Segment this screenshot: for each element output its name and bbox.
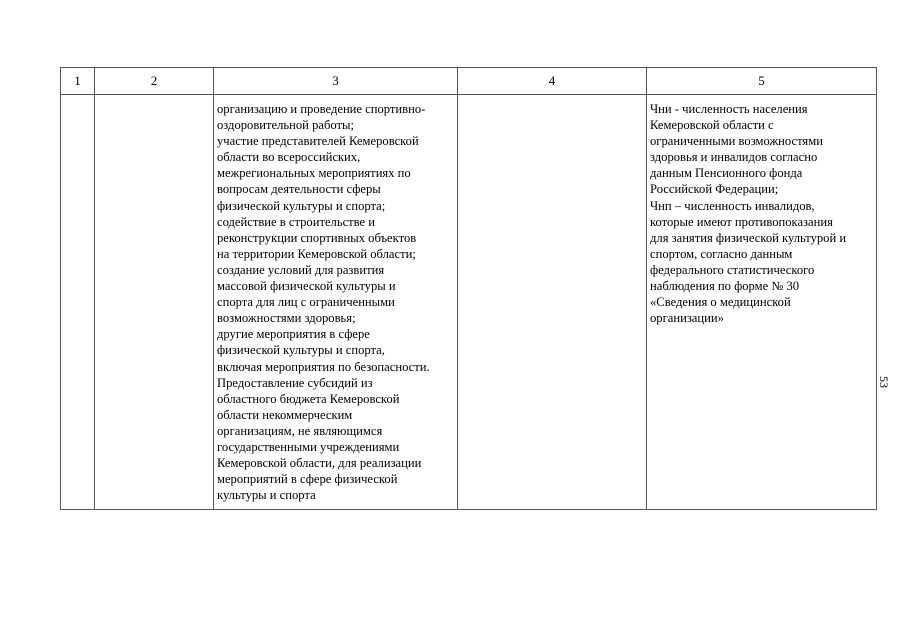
text-line: ограниченными возможностями [650,134,823,149]
text-line: массовой физической культуры и [217,279,396,294]
text-line: данным Пенсионного фонда [650,166,803,181]
text-line: наблюдения по форме № 30 [650,279,800,294]
text-line: создание условий для развития [217,262,385,277]
document-table [60,67,877,510]
text-line: Кемеровской области с [650,118,774,133]
text-line: Предоставление субсидий из [217,375,373,390]
text-line: другие мероприятия в сфере [217,327,370,342]
cell-col-4 [458,95,647,510]
text-line: для занятия физической культурой и [650,230,847,245]
column-header-3: 3 [214,68,458,95]
text-line: включая мероприятия по безопасности. [217,359,430,374]
text-line: мероприятий в сфере физической [217,472,398,487]
text-line: вопросам деятельности сферы [217,182,381,197]
text-line: областного бюджета Кемеровской [217,391,400,406]
text-line: организацию и проведение спортивно- [217,102,426,116]
text-line: физической культуры и спорта, [217,343,385,358]
text-line: которые имеют противопоказания [650,214,833,229]
text-line: возможностями здоровья; [217,311,356,326]
cell-col-3 [214,95,458,510]
text-line: физической культуры и спорта; [217,198,386,213]
text-line: культуры и спорта [217,488,316,503]
column-header-1: 1 [61,68,95,95]
text-line: области некоммерческим [217,407,353,422]
cell-col-1 [61,95,95,510]
text-line: «Сведения о медицинской [650,295,791,310]
text-line: Кемеровской области, для реализации [217,456,422,471]
text-line: содействие в строительстве и [217,214,376,229]
cell-col-5 [647,95,877,510]
text-line: Чни - численность населения [650,102,808,116]
text-line: реконструкции спортивных объектов [217,230,417,245]
table-header-row [61,68,877,95]
text-line: оздоровительной работы; [217,118,354,133]
column-header-4: 4 [458,68,647,95]
cell-col-2 [95,95,214,510]
column-header-5: 5 [647,68,877,95]
page-number: 53 [877,376,891,388]
text-line: межрегиональных мероприятиях по [217,166,411,181]
text-line: организациям, не являющимся [217,423,383,438]
activities-text [214,95,457,503]
text-line: области во всероссийских, [217,150,361,165]
text-line: спорта для лиц с ограниченными [217,295,395,310]
text-line: федерального статистического [650,262,815,277]
text-line: организации» [650,311,724,326]
text-line: здоровья и инвалидов согласно [650,150,818,165]
text-line: Российской Федерации; [650,182,779,197]
text-line: на территории Кемеровской области; [217,246,416,261]
table-row [61,95,877,510]
text-line: государственными учреждениями [217,439,400,454]
formula-notes-text [647,95,876,326]
column-header-2: 2 [95,68,214,95]
text-line: спортом, согласно данным [650,246,793,261]
text-line: участие представителей Кемеровской [217,134,419,149]
text-line: Чнп – численность инвалидов, [650,198,815,213]
